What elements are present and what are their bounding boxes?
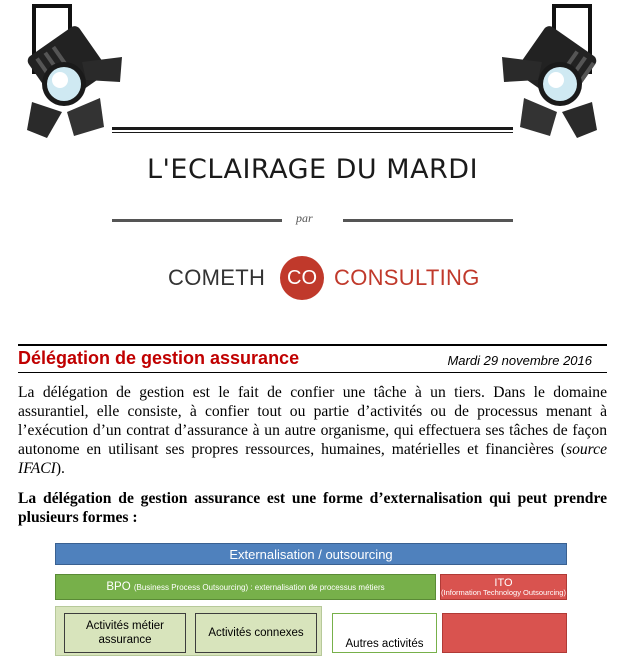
article-date: Mardi 29 novembre 2016 <box>447 353 592 368</box>
autres-activites-box: Autres activités <box>332 613 437 653</box>
ito-detail: (Information Technology Outsourcing) <box>441 587 566 597</box>
header-rule-top <box>112 127 513 130</box>
ito-activities-box <box>442 613 567 653</box>
header-rule-top-thin <box>112 132 513 133</box>
spotlight-left-icon <box>22 2 132 140</box>
activites-metier-box <box>64 613 186 653</box>
brand-name-left: COMETH <box>168 265 266 290</box>
bpo-detail: (Business Process Outsourcing) : externalisation de processus métiers <box>133 582 385 592</box>
intro-end: ). <box>55 460 65 477</box>
bpo-prefix: BPO <box>106 581 131 593</box>
activites-connexes-box: Activités connexes <box>195 613 317 653</box>
brand-name-right: CONSULTING <box>334 265 480 290</box>
metier-line2: assurance <box>98 634 152 646</box>
intro-main-text: La délégation de gestion est le fait de confier une tâche à un tiers. Dans le domaine assurantiel, elle consiste, à confier tout ou partie d’activités ou de processus menant à l’exécution d’un contrat d’assurance à un autre organisme, qui effectuera ses tâches de façon autonome en utilisant ses propres ressources, humaines, matérielles et financières ( <box>18 384 607 458</box>
intro-source: source IFACI <box>18 441 607 477</box>
lead-paragraph: La délégation de gestion assurance est une forme d’externalisation qui peut prendre plusieurs formes : <box>18 490 607 526</box>
metier-line1: Activités métier <box>86 620 164 632</box>
par-label: par <box>296 211 313 225</box>
par-divider-left <box>112 219 282 222</box>
brand-logo-text: CO <box>287 266 317 289</box>
par-divider-right <box>343 219 513 222</box>
article-title: Délégation de gestion assurance <box>18 348 300 368</box>
article-header-rule-top <box>18 344 607 346</box>
externalisation-box: Externalisation / outsourcing <box>55 543 567 565</box>
bpo-box <box>55 574 436 600</box>
brand-logo-icon <box>280 256 324 300</box>
intro-paragraph <box>18 383 607 478</box>
ito-prefix: ITO <box>494 576 513 589</box>
ito-box <box>440 574 567 600</box>
newsletter-title: L'ECLAIRAGE DU MARDI <box>146 154 479 185</box>
spotlight-right-icon <box>492 2 602 140</box>
article-header-rule-bottom <box>18 372 607 373</box>
